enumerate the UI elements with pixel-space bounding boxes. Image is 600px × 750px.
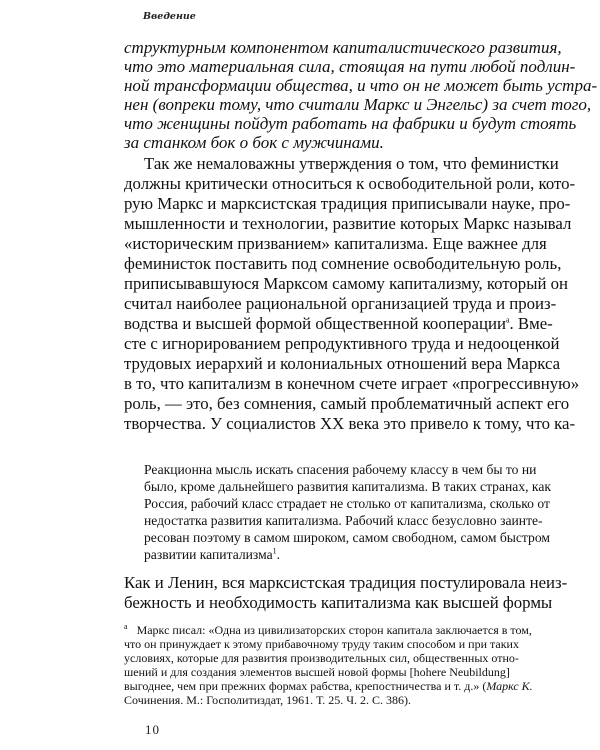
text-line: в то, что капитализм в конечном счете играет «прогрессивную» [124, 374, 580, 393]
text-line: Как и Ленин, вся марксистская традиция постулировала неиз- [124, 573, 568, 592]
quote-line: недостатка развития капитализма. Рабочий класс безусловно заинте- [144, 513, 543, 528]
running-head: Введение [143, 11, 196, 22]
text-span: . [276, 547, 281, 562]
quote-line: Реакционна мысль искать спасения рабочему классу в чем бы то ни [144, 462, 537, 477]
footnote-line: шений и для создания элементов высшей новой формы [hohere Neubildung] [124, 665, 510, 679]
text-line: мышленности и технологии, развитие которых Маркс называл [124, 214, 572, 233]
text-line: что женщины пойдут работать на фабрики и будут стоять [124, 114, 577, 133]
endnote-ref[interactable]: 1 [272, 546, 277, 556]
text-line: роль, — это, без сомнения, самый проблематичный аспект его [124, 394, 570, 413]
quote-line [144, 546, 506, 563]
text-line: считал наиболее рациональной организацией труда и произ- [124, 294, 557, 313]
quote-line: ресован поэтому в самом широком, самом свободном, самом быстром [144, 530, 550, 545]
text-line: «историческим призванием» капитализма. Еще важнее для [124, 234, 547, 253]
footnote-ref[interactable]: a [505, 315, 510, 325]
text-line: что это материальная сила, стоящая на пути любой подлин- [124, 57, 576, 76]
quote-line: было, кроме дальнейшего развития капитализма. В таких странах, как [144, 479, 551, 494]
text-span: водства и высшей формой общественной кооперации [124, 314, 506, 333]
footnote-marker: a [124, 622, 128, 631]
text-span: развитии капитализма [144, 547, 273, 562]
text-line: нен (вопреки тому, что считали Маркс и Энгельс) за счет того, [124, 95, 592, 114]
text-line: приписывавшуюся Марксом самому капитализму, который он [124, 274, 569, 293]
footnote-line: условиях, которые для развития производительных сил, общественных отно- [124, 651, 519, 665]
footnote-line: Сочинения. М.: Госполитиздат, 1961. Т. 25. Ч. 2. С. 386). [124, 693, 412, 707]
text-span: Маркс писал: «Одна из цивилизаторских сторон капитала заключается в том, [136, 623, 532, 637]
footnote-line [124, 679, 533, 693]
text-line: структурным компонентом капиталистического развития, [124, 38, 562, 57]
text-span: . Вме- [509, 314, 553, 333]
text-line: ной трансформации общества, и что он не может быть устра- [124, 76, 598, 95]
page-number: 10 [145, 722, 160, 737]
text-line: трудовых иерархий и колониальных отношений вера Маркса [124, 354, 561, 373]
text-line: должны критически относиться к освободительной роли, кото- [124, 174, 576, 193]
text-line: сте с игнорированием репродуктивного труда и недооценкой [124, 334, 560, 353]
quote-line: Россия, рабочий класс страдает не столько от капитализма, сколько от [144, 496, 550, 511]
citation-author: Маркс К. [486, 679, 533, 693]
footnote-line: что он принуждает к этому прибавочному труду таким способом и при таких [124, 637, 519, 651]
text-span: выгоднее, чем при прежних формах рабства, крепостничества и т. д.» ( [124, 679, 487, 693]
text-line: Так же немаловажны утверждения о том, что феминистки [144, 154, 559, 173]
text-line: за станком бок о бок с мужчинами. [124, 133, 384, 152]
text-line [124, 314, 553, 334]
text-line: бежность и необходимость капитализма как высшей формы [124, 593, 553, 612]
text-line: феминисток поставить под сомнение освободительную роль, [124, 254, 562, 273]
text-line: рую Маркс и марксистская традиция приписывали науке, про- [124, 194, 571, 213]
footnote-line [124, 622, 532, 637]
text-line: творчества. У социалистов XX века это привело к тому, что ка- [124, 414, 576, 433]
